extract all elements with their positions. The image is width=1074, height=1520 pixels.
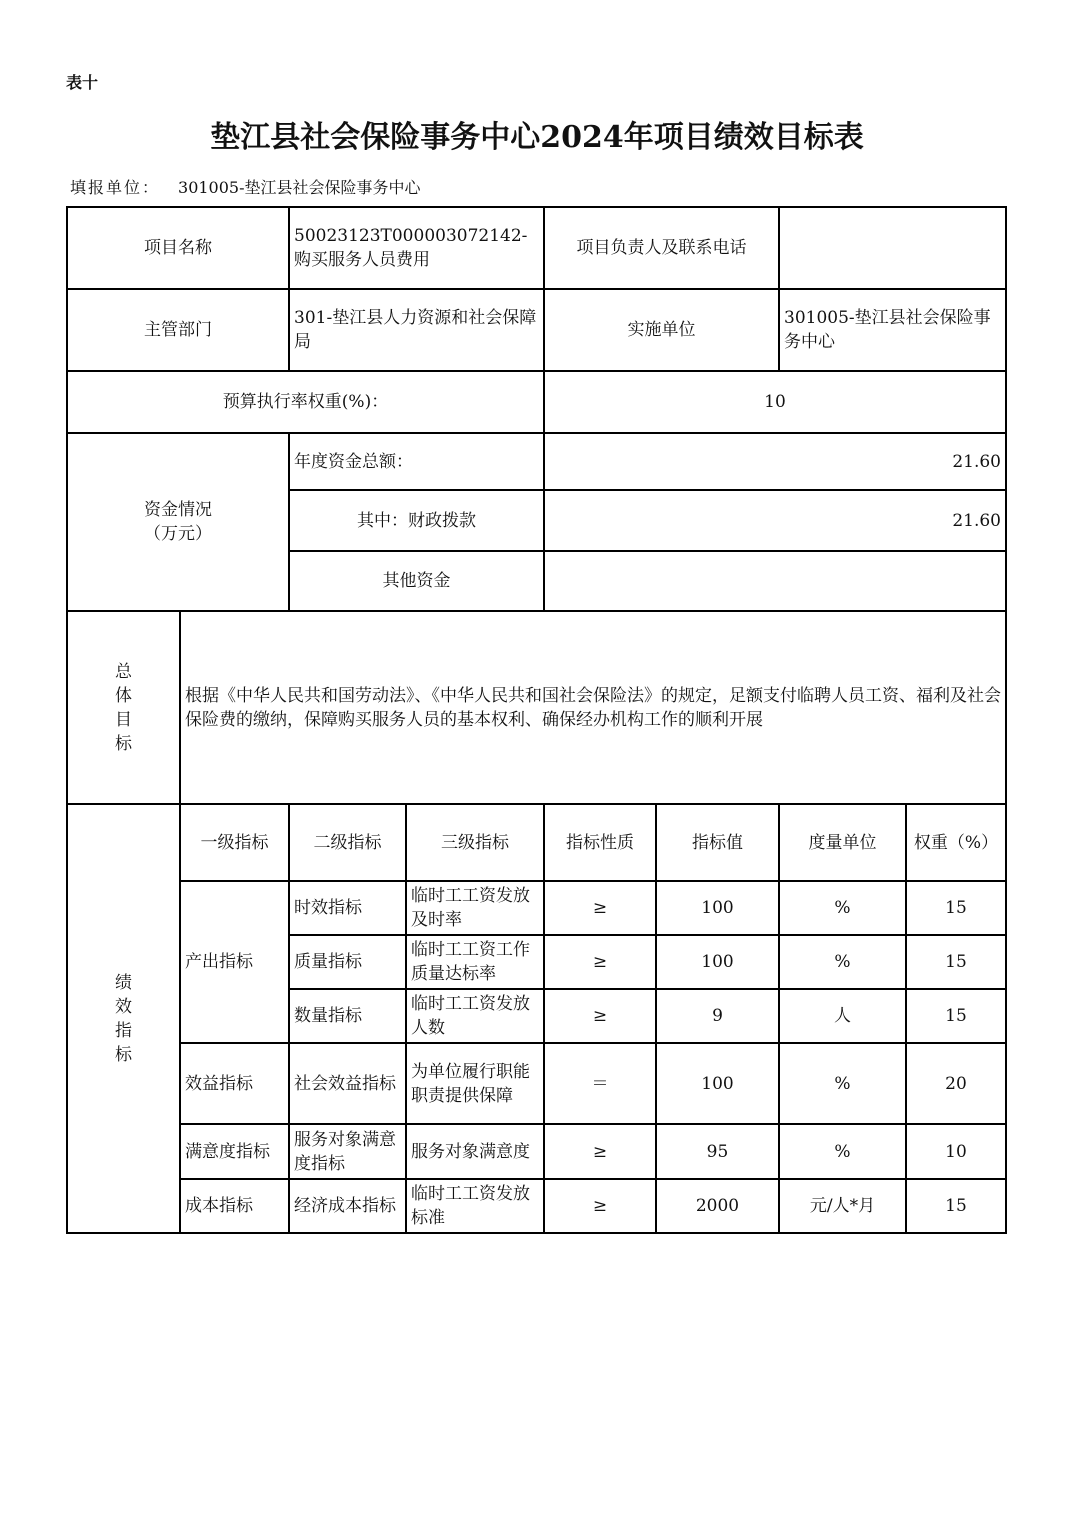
goal-label-char: 总 (115, 661, 132, 682)
level2-cell: 社会效益指标 (289, 1043, 406, 1124)
level3-cell: 服务对象满意度 (406, 1124, 544, 1179)
weight-cell: 15 (906, 989, 1006, 1043)
overall-goal-text: 根据《中华人民共和国劳动法》、《中华人民共和国社会保险法》的规定，足额支付临聘人员工资、福利及社会保险费的缴纳，保障购买服务人员的基本权利、确保经办机构工作的顺利开展 (180, 611, 1006, 804)
budget-weight-label: 预算执行率权重(%)： (67, 371, 544, 433)
indicators-label (67, 804, 180, 1233)
table-row (67, 1179, 1006, 1233)
project-contact-value (779, 207, 1006, 289)
level1-output: 产出指标 (180, 881, 289, 1043)
nature-cell: ≥ (544, 989, 656, 1043)
project-contact-label: 项目负责人及联系电话 (544, 207, 779, 289)
weight-cell: 15 (906, 881, 1006, 935)
indicators-label-char: 标 (115, 1044, 132, 1065)
overall-goal-label (67, 611, 180, 804)
unit-cell: % (779, 935, 906, 989)
funds-other-value (544, 551, 1006, 611)
header-value: 指标值 (656, 804, 779, 881)
funds-label (67, 433, 289, 611)
value-cell: 100 (656, 881, 779, 935)
goal-label-char: 标 (115, 733, 132, 754)
level3-cell: 临时工工资发放人数 (406, 989, 544, 1043)
overall-goal-row (67, 611, 1006, 804)
weight-cell: 15 (906, 935, 1006, 989)
nature-cell: ≥ (544, 935, 656, 989)
page-title: 垫江县社会保险事务中心2024年项目绩效目标表 (210, 120, 864, 155)
funds-fiscal-value: 21.60 (544, 490, 1006, 551)
level2-cell: 质量指标 (289, 935, 406, 989)
unit-cell: % (779, 1043, 906, 1124)
unit-cell: % (779, 1124, 906, 1179)
header-unit: 度量单位 (779, 804, 906, 881)
header-nature: 指标性质 (544, 804, 656, 881)
funds-other-label: 其他资金 (289, 551, 544, 611)
level1-satisfaction: 满意度指标 (180, 1124, 289, 1179)
funds-label-line1: 资金情况 (144, 500, 212, 520)
dept-label: 主管部门 (67, 289, 289, 371)
impl-unit-value: 301005-垫江县社会保险事务中心 (779, 289, 1006, 371)
fill-unit (70, 175, 421, 198)
value-cell: 95 (656, 1124, 779, 1179)
fill-unit-label: 填报单位： (70, 178, 161, 197)
level3-cell: 为单位履行职能职责提供保障 (406, 1043, 544, 1124)
project-name-row (67, 207, 1006, 289)
header-level2: 二级指标 (289, 804, 406, 881)
level2-cell: 数量指标 (289, 989, 406, 1043)
level1-benefit: 效益指标 (180, 1043, 289, 1124)
dept-value: 301-垫江县人力资源和社会保障局 (289, 289, 544, 371)
indicators-label-char: 效 (115, 996, 132, 1017)
funds-annual-value: 21.60 (544, 433, 1006, 490)
weight-cell: 10 (906, 1124, 1006, 1179)
impl-unit-label: 实施单位 (544, 289, 779, 371)
nature-cell: ≥ (544, 1124, 656, 1179)
header-level3: 三级指标 (406, 804, 544, 881)
header-level1: 一级指标 (180, 804, 289, 881)
value-cell: 100 (656, 935, 779, 989)
value-cell: 100 (656, 1043, 779, 1124)
funds-label-line2: （万元） (144, 524, 212, 544)
unit-cell: % (779, 881, 906, 935)
funds-fiscal-label: 其中：财政拨款 (289, 490, 544, 551)
level2-cell: 服务对象满意度指标 (289, 1124, 406, 1179)
table-number: 表十 (66, 73, 99, 92)
level3-cell: 临时工工资工作质量达标率 (406, 935, 544, 989)
indicators-label-char: 指 (115, 1020, 132, 1041)
unit-cell: 人 (779, 989, 906, 1043)
value-cell: 2000 (656, 1179, 779, 1233)
nature-cell: ≥ (544, 1179, 656, 1233)
goal-label-char: 体 (115, 685, 132, 706)
unit-cell: 元/人*月 (779, 1179, 906, 1233)
level3-cell: 临时工工资发放及时率 (406, 881, 544, 935)
value-cell: 9 (656, 989, 779, 1043)
funds-annual-label: 年度资金总额： (289, 433, 544, 490)
indicator-header-row (67, 804, 1006, 881)
level2-cell: 经济成本指标 (289, 1179, 406, 1233)
weight-cell: 20 (906, 1043, 1006, 1124)
nature-cell: ≥ (544, 881, 656, 935)
department-row (67, 289, 1006, 371)
budget-weight-value: 10 (544, 371, 1006, 433)
weight-cell: 15 (906, 1179, 1006, 1233)
table-row (67, 1043, 1006, 1124)
budget-weight-row (67, 371, 1006, 433)
funds-annual-row (67, 433, 1006, 490)
indicators-label-char: 绩 (115, 972, 132, 993)
project-name-value: 50023123T000003072142-购买服务人员费用 (289, 207, 544, 289)
level2-cell: 时效指标 (289, 881, 406, 935)
table-row (67, 881, 1006, 935)
header-weight: 权重（%） (906, 804, 1006, 881)
fill-unit-value: 301005-垫江县社会保险事务中心 (178, 178, 421, 197)
performance-goal-table (66, 206, 1007, 1234)
goal-label-char: 目 (115, 709, 132, 730)
nature-cell: ＝ (544, 1043, 656, 1124)
level1-cost: 成本指标 (180, 1179, 289, 1233)
project-name-label: 项目名称 (67, 207, 289, 289)
level3-cell: 临时工工资发放标准 (406, 1179, 544, 1233)
table-row (67, 1124, 1006, 1179)
